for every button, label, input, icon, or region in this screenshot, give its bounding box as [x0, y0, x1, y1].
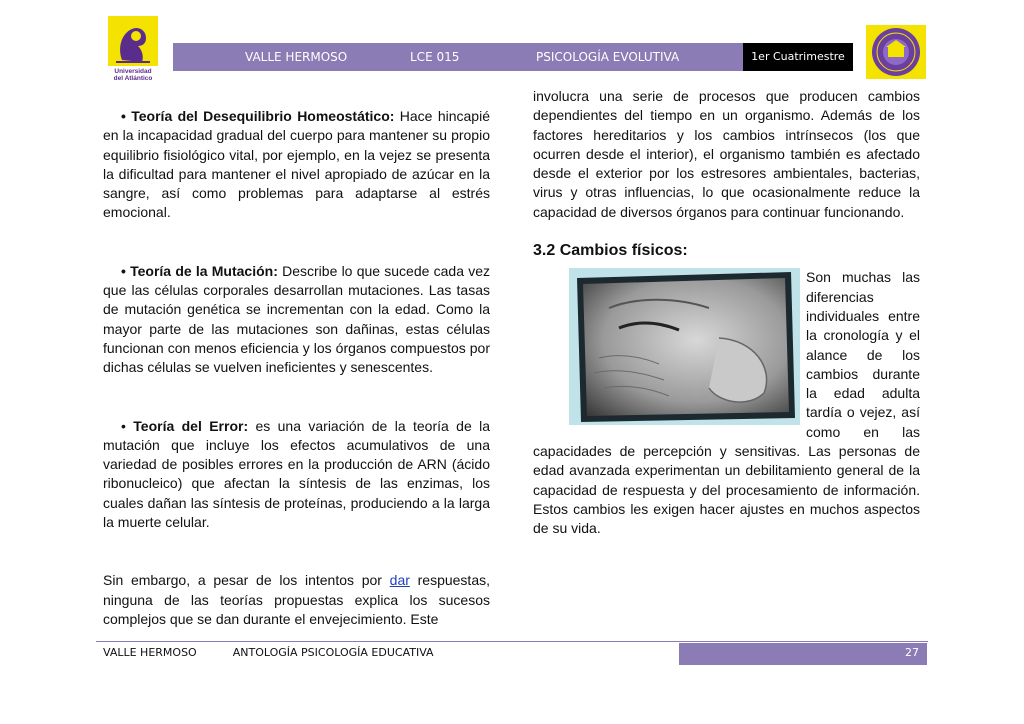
svg-text:del Atlántico: del Atlántico [113, 75, 153, 82]
theory-error-text: es una variación de la teoría de la mutación que incluye los efectos acumulativos de una variedad de posibles errores en la producción de ARN (ácido ribonucleico) que afectan la síntesis de las enzimas, los cuales dañan las síntesis de proteínas, produciendo a la larga la muerte celular. [103, 417, 490, 531]
header-code: LCE 015 [410, 50, 460, 64]
header-subject: PSICOLOGÍA EVOLUTIVA [536, 50, 680, 64]
theory-homeostatic-paragraph [103, 107, 490, 223]
theory-error-paragraph [103, 417, 490, 533]
footer-divider [96, 641, 928, 642]
header-school: VALLE HERMOSO [245, 50, 348, 64]
theory-error-title: Teoría del Error: [133, 417, 249, 434]
theory-mutation-paragraph [103, 262, 490, 378]
theory-homeostatic-text: Hace hincapié en la incapacidad gradual del cuerpo para mantener su propio equilibrio fisiológico vital, por ejemplo, en la vejez se presenta la dificultad para mantener el nivel apropiado de azúcar en la sangre, así como problemas para adaptarse al estrés emocional. [103, 108, 490, 221]
right-column [533, 87, 920, 539]
footer-title: ANTOLOGÍA PSICOLOGÍA EDUCATIVA [232, 646, 434, 659]
dar-link[interactable]: dar [389, 572, 410, 589]
footer-school: VALLE HERMOSO [103, 646, 197, 659]
theory-error-bullet: • [121, 417, 134, 434]
seal-logo [866, 25, 926, 79]
theory-mutation-title: • Teoría de la Mutación: [121, 262, 278, 279]
conclusion-text-after: respuestas, ninguna de las teorías propuestas explica los sucesos complejos que se dan durante el envejecimiento. Este [103, 572, 490, 627]
page-number: 27 [905, 646, 919, 659]
theory-homeostatic-title: • Teoría del Desequilibrio Homeostático: [121, 108, 395, 124]
header-term: 1er Cuatrimestre [743, 43, 853, 71]
theory-mutation-text: Describe lo que sucede cada vez que las células corporales desarrollan mutaciones. Las tasas de mutación genética se incrementan con la edad. Como la mayor parte de las mutaciones son dañinas, estas células funcionan con menos eficiencia y los órganos compuestos por dichas células se vuelven ineficientes y senescentes. [103, 262, 491, 376]
left-column [103, 107, 490, 629]
footer-text [103, 646, 434, 659]
conclusion-paragraph [103, 571, 490, 629]
footer-page-bar [679, 643, 927, 665]
physical-changes-paragraph: Son muchas las diferencias individuales entre la cronología y el alance de los cambios durante la edad adulta tardía o vejez, así como en las capacidades de percepción y sensitivas. Las personas de edad avanzada experimentan un debilitamiento general de la capacidad de respuesta y del procesamiento de información. Estos cambios les exigen hacer ajustes en muchos aspectos de su vida. [533, 269, 920, 537]
elderly-face-photo [569, 268, 800, 425]
continuation-paragraph: involucra una serie de procesos que producen cambios dependientes del tiempo en un organismo. Además de los factores hereditarios y los cambios intrínsecos (los que ocurren desde el interior), el organismo también es afectado desde el exterior por los estresores ambientales, bacterias, virus y otras influencias, lo que ocasionalmente reduce la capacidad de diversos órganos para continuar funcionando. [533, 88, 920, 220]
university-logo [108, 16, 158, 82]
svg-text:Universidad: Universidad [114, 68, 152, 75]
conclusion-text-before: Sin embargo, a pesar de los intentos por [103, 572, 390, 589]
section-heading: 3.2 Cambios físicos: [533, 242, 688, 260]
